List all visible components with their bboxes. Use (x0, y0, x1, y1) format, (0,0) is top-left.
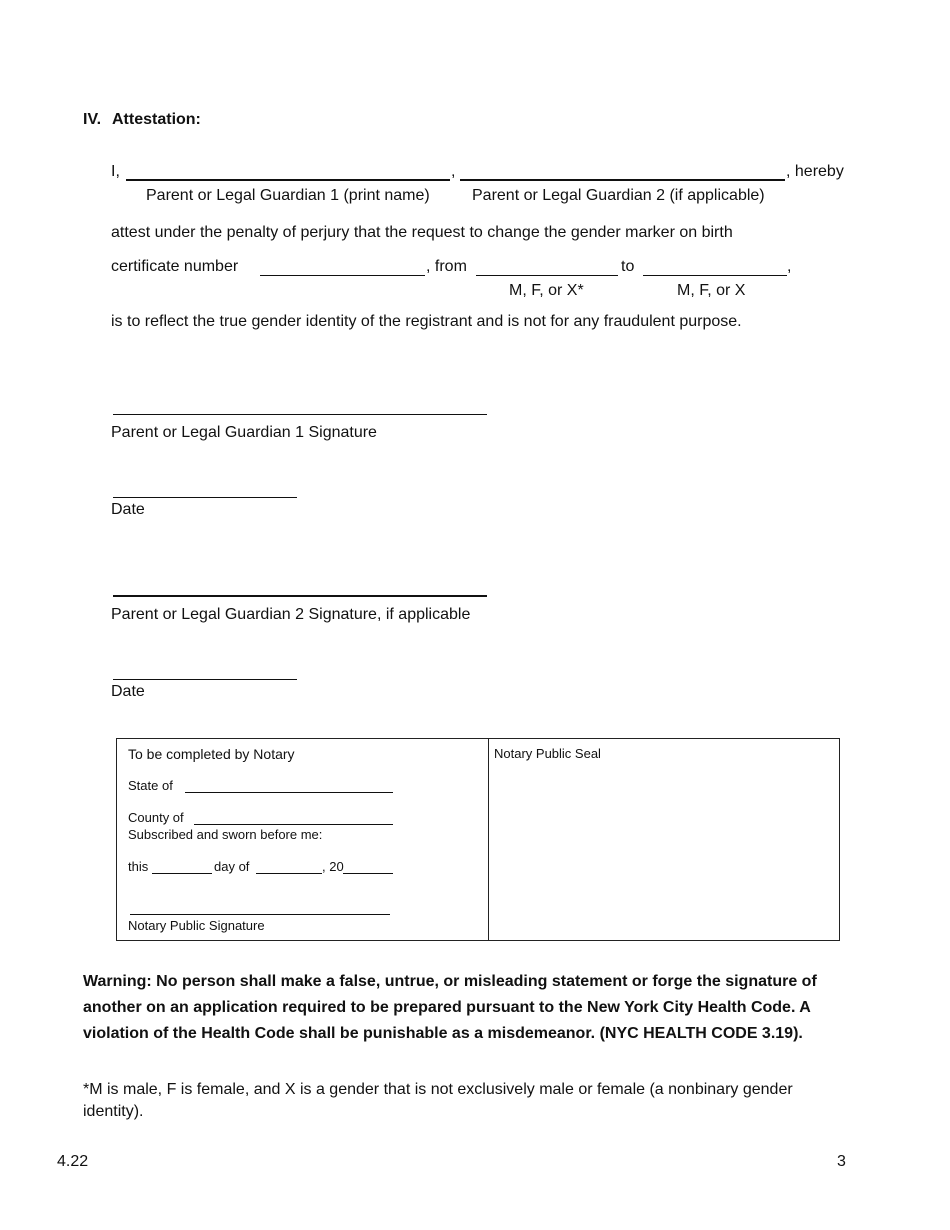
guardian2-signature-field[interactable] (113, 595, 487, 597)
year-field[interactable] (343, 873, 393, 874)
notary-signature-label: Notary Public Signature (128, 918, 265, 933)
day-field[interactable] (152, 873, 212, 874)
from-label: , from (426, 258, 467, 275)
notary-seal-area[interactable] (490, 766, 838, 938)
gender-footnote: *M is male, F is female, and X is a gender that is not exclusively male or female (a nonbinary gender identity). (83, 1081, 793, 1120)
notary-seal-label: Notary Public Seal (494, 746, 601, 761)
county-field[interactable] (194, 824, 393, 825)
state-field[interactable] (185, 792, 393, 793)
end-comma: , (787, 258, 792, 275)
guardian1-name-caption: Parent or Legal Guardian 1 (print name) (146, 187, 430, 204)
attest-prefix: I, (111, 163, 120, 180)
date1-label: Date (111, 501, 145, 518)
notary-heading: To be completed by Notary (128, 746, 295, 762)
warning-text: Warning: No person shall make a false, untrue, or misleading statement or forge the signature of another on an application required to be prepared pursuant to the New York City Health Code. A violation of the Health Code shall be punishable as a misdemeanor. (NYC HEALTH CODE 3.19). (83, 973, 817, 1042)
section-title: Attestation: (112, 111, 201, 128)
month-field[interactable] (256, 873, 322, 874)
to-gender-caption: M, F, or X (677, 282, 746, 299)
guardian1-signature-label: Parent or Legal Guardian 1 Signature (111, 424, 377, 441)
date2-label: Date (111, 683, 145, 700)
guardian1-name-field[interactable] (126, 179, 450, 181)
this-label: this (128, 859, 149, 874)
notary-divider (488, 738, 489, 941)
certificate-number-label: certificate number (111, 258, 239, 275)
year-label: , 20 (322, 859, 344, 874)
form-version: 4.22 (57, 1153, 89, 1170)
attest-line-4: is to reflect the true gender identity of the registrant and is not for any fraudulent purpose. (111, 313, 742, 330)
county-label: County of (128, 810, 184, 825)
to-gender-field[interactable] (643, 275, 787, 276)
state-label: State of (128, 778, 173, 793)
guardian2-name-field[interactable] (460, 179, 785, 181)
attest-suffix: , hereby (786, 163, 844, 180)
from-gender-caption: M, F, or X* (509, 282, 584, 299)
day-of-label: day of (214, 859, 250, 874)
section-number: IV. (83, 111, 102, 128)
date1-field[interactable] (113, 497, 297, 498)
sworn-label: Subscribed and sworn before me: (128, 827, 323, 842)
from-gender-field[interactable] (476, 275, 618, 276)
certificate-number-field[interactable] (260, 275, 425, 276)
guardian2-name-caption: Parent or Legal Guardian 2 (if applicable) (472, 187, 765, 204)
guardian1-signature-field[interactable] (113, 414, 487, 415)
page-number: 3 (837, 1153, 846, 1170)
attest-comma: , (451, 163, 456, 180)
notary-signature-field[interactable] (130, 914, 390, 915)
to-label: to (621, 258, 635, 275)
date2-field[interactable] (113, 679, 297, 680)
guardian2-signature-label: Parent or Legal Guardian 2 Signature, if applicable (111, 606, 471, 623)
attest-line-2: attest under the penalty of perjury that the request to change the gender marker on birth (111, 224, 733, 241)
